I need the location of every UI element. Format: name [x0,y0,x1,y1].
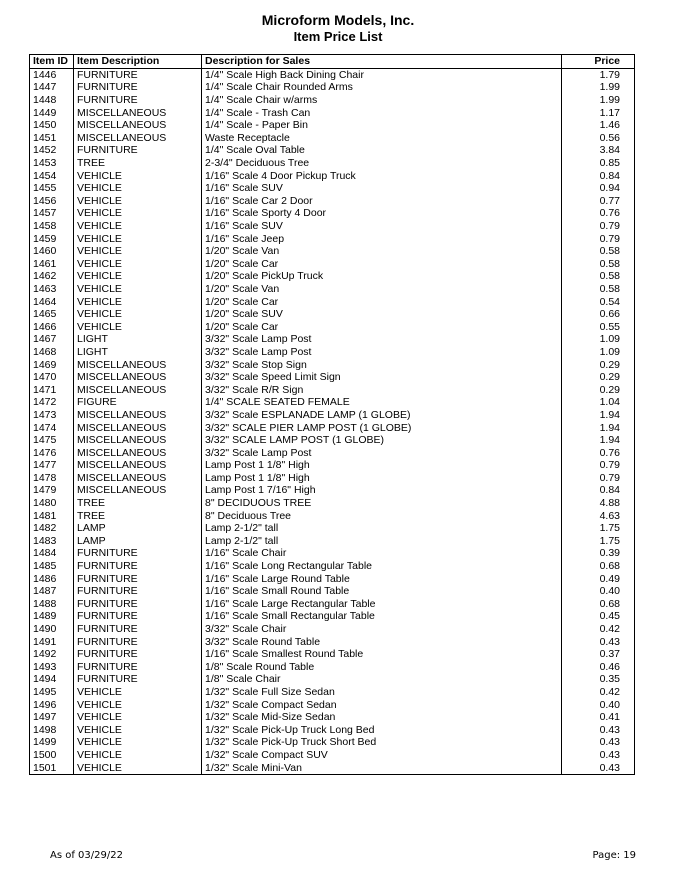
item-description-cell: VEHICLE [74,711,202,724]
table-row [30,522,635,535]
price-cell: 0.43 [562,761,635,774]
price-cell: 0.79 [562,220,635,233]
table-row [30,81,635,94]
table-row [30,106,635,119]
item-id-cell: 1474 [30,421,74,434]
sales-description-cell: 1/32" Scale Compact SUV [202,749,562,762]
sales-description-cell: 1/20" Scale SUV [202,308,562,321]
item-description-cell: VEHICLE [74,220,202,233]
sales-description-cell: 1/32" Scale Pick-Up Truck Short Bed [202,736,562,749]
item-description-cell: MISCELLANEOUS [74,106,202,119]
page-number: Page: 19 [592,850,636,861]
sales-description-cell: 2-3/4" Deciduous Tree [202,157,562,170]
item-description-cell: MISCELLANEOUS [74,472,202,485]
item-description-cell: MISCELLANEOUS [74,446,202,459]
table-row [30,119,635,132]
item-description-cell: FURNITURE [74,610,202,623]
table-row [30,610,635,623]
table-header-row [30,55,635,69]
page-title: Item Price List [293,29,383,44]
price-cell: 1.99 [562,94,635,107]
sales-description-cell: 3/32" Scale Round Table [202,635,562,648]
item-description-cell: VEHICLE [74,169,202,182]
item-id-cell: 1479 [30,484,74,497]
table-row [30,421,635,434]
table-row [30,182,635,195]
column-header-item-id: Item ID [30,55,74,69]
price-cell: 0.58 [562,258,635,271]
table-row [30,232,635,245]
price-cell: 0.55 [562,320,635,333]
sales-description-cell: 1/16" Scale SUV [202,182,562,195]
table-row [30,169,635,182]
item-id-cell: 1481 [30,509,74,522]
sales-description-cell: 1/32" Scale Mid-Size Sedan [202,711,562,724]
price-table [29,54,635,775]
item-id-cell: 1488 [30,598,74,611]
item-description-cell: VEHICLE [74,207,202,220]
table-row [30,547,635,560]
price-cell: 1.99 [562,81,635,94]
item-description-cell: VEHICLE [74,320,202,333]
sales-description-cell: 3/32" Scale R/R Sign [202,383,562,396]
sales-description-cell: 1/32" Scale Pick-Up Truck Long Bed [202,723,562,736]
table-row [30,572,635,585]
price-cell: 0.42 [562,686,635,699]
sales-description-cell: 1/16" Scale SUV [202,220,562,233]
item-description-cell: FURNITURE [74,598,202,611]
table-row [30,396,635,409]
column-header-sales-description: Description for Sales [202,55,562,69]
table-row [30,68,635,81]
sales-description-cell: 1/4" Scale Chair Rounded Arms [202,81,562,94]
item-id-cell: 1489 [30,610,74,623]
sales-description-cell: 1/20" Scale Van [202,245,562,258]
item-description-cell: VEHICLE [74,295,202,308]
table-row [30,245,635,258]
price-cell: 1.04 [562,396,635,409]
sales-description-cell: 1/20" Scale Car [202,295,562,308]
item-id-cell: 1452 [30,144,74,157]
item-id-cell: 1471 [30,383,74,396]
item-description-cell: MISCELLANEOUS [74,358,202,371]
item-description-cell: FURNITURE [74,547,202,560]
column-header-price: Price [562,55,635,69]
item-id-cell: 1454 [30,169,74,182]
item-id-cell: 1493 [30,661,74,674]
sales-description-cell: 8" Deciduous Tree [202,509,562,522]
price-cell: 0.40 [562,585,635,598]
sales-description-cell: 1/4" Scale High Back Dining Chair [202,68,562,81]
table-row [30,270,635,283]
table-row [30,144,635,157]
table-row [30,132,635,145]
item-id-cell: 1485 [30,560,74,573]
price-cell: 0.45 [562,610,635,623]
table-row [30,635,635,648]
item-description-cell: VEHICLE [74,698,202,711]
table-row [30,711,635,724]
table-row [30,585,635,598]
price-cell: 0.58 [562,270,635,283]
item-id-cell: 1473 [30,409,74,422]
table-row [30,446,635,459]
price-cell: 0.85 [562,157,635,170]
price-cell: 0.40 [562,698,635,711]
table-row [30,333,635,346]
item-description-cell: VEHICLE [74,283,202,296]
sales-description-cell: 8" DECIDUOUS TREE [202,497,562,510]
table-row [30,749,635,762]
sales-description-cell: 3/32" Scale Speed Limit Sign [202,371,562,384]
sales-description-cell: Lamp Post 1 1/8" High [202,459,562,472]
price-cell: 1.09 [562,333,635,346]
price-cell: 0.84 [562,484,635,497]
item-id-cell: 1462 [30,270,74,283]
price-cell: 0.56 [562,132,635,145]
item-id-cell: 1486 [30,572,74,585]
price-cell: 1.79 [562,68,635,81]
price-cell: 1.46 [562,119,635,132]
item-description-cell: FURNITURE [74,68,202,81]
table-row [30,358,635,371]
item-id-cell: 1465 [30,308,74,321]
item-id-cell: 1470 [30,371,74,384]
item-description-cell: FURNITURE [74,635,202,648]
price-cell: 0.43 [562,736,635,749]
price-cell: 0.29 [562,358,635,371]
price-cell: 0.66 [562,308,635,321]
table-row [30,308,635,321]
sales-description-cell: 1/4" Scale - Paper Bin [202,119,562,132]
item-id-cell: 1501 [30,761,74,774]
item-description-cell: FURNITURE [74,585,202,598]
price-cell: 0.49 [562,572,635,585]
table-row [30,94,635,107]
item-id-cell: 1477 [30,459,74,472]
table-row [30,409,635,422]
item-description-cell: VEHICLE [74,723,202,736]
item-id-cell: 1483 [30,535,74,548]
price-cell: 3.84 [562,144,635,157]
sales-description-cell: 1/16" Scale Sporty 4 Door [202,207,562,220]
item-id-cell: 1460 [30,245,74,258]
price-cell: 4.88 [562,497,635,510]
price-cell: 0.79 [562,472,635,485]
table-row [30,459,635,472]
item-description-cell: MISCELLANEOUS [74,434,202,447]
item-description-cell: MISCELLANEOUS [74,484,202,497]
table-row [30,346,635,359]
item-description-cell: MISCELLANEOUS [74,459,202,472]
item-description-cell: LAMP [74,535,202,548]
item-description-cell: VEHICLE [74,195,202,208]
price-cell: 0.84 [562,169,635,182]
item-description-cell: VEHICLE [74,686,202,699]
sales-description-cell: 1/4" Scale Chair w/arms [202,94,562,107]
price-cell: 0.39 [562,547,635,560]
table-row [30,648,635,661]
sales-description-cell: 3/32" SCALE PIER LAMP POST (1 GLOBE) [202,421,562,434]
price-cell: 0.29 [562,383,635,396]
sales-description-cell: 1/20" Scale Car [202,258,562,271]
item-id-cell: 1450 [30,119,74,132]
sales-description-cell: 1/32" Scale Mini-Van [202,761,562,774]
item-description-cell: FURNITURE [74,94,202,107]
item-id-cell: 1498 [30,723,74,736]
item-id-cell: 1499 [30,736,74,749]
item-description-cell: TREE [74,497,202,510]
item-description-cell: FURNITURE [74,560,202,573]
price-cell: 0.58 [562,283,635,296]
item-id-cell: 1497 [30,711,74,724]
price-cell: 0.79 [562,459,635,472]
price-cell: 1.75 [562,535,635,548]
price-cell: 0.58 [562,245,635,258]
item-description-cell: MISCELLANEOUS [74,371,202,384]
item-description-cell: VEHICLE [74,308,202,321]
item-id-cell: 1482 [30,522,74,535]
item-description-cell: FURNITURE [74,81,202,94]
item-description-cell: VEHICLE [74,182,202,195]
table-row [30,623,635,636]
table-row [30,295,635,308]
item-id-cell: 1491 [30,635,74,648]
item-id-cell: 1494 [30,673,74,686]
price-cell: 0.77 [562,195,635,208]
item-description-cell: VEHICLE [74,761,202,774]
table-row [30,157,635,170]
price-cell: 0.43 [562,723,635,736]
item-id-cell: 1467 [30,333,74,346]
sales-description-cell: 3/32" Scale Lamp Post [202,446,562,459]
item-id-cell: 1447 [30,81,74,94]
table-row [30,283,635,296]
table-row [30,761,635,774]
table-row [30,497,635,510]
table-row [30,258,635,271]
item-id-cell: 1455 [30,182,74,195]
table-row [30,207,635,220]
table-row [30,434,635,447]
item-id-cell: 1458 [30,220,74,233]
sales-description-cell: 1/16" Scale Smallest Round Table [202,648,562,661]
sales-description-cell: Lamp Post 1 1/8" High [202,472,562,485]
sales-description-cell: 3/32" Scale ESPLANADE LAMP (1 GLOBE) [202,409,562,422]
price-cell: 0.94 [562,182,635,195]
sales-description-cell: 3/32" Scale Stop Sign [202,358,562,371]
item-id-cell: 1478 [30,472,74,485]
table-row [30,686,635,699]
item-id-cell: 1487 [30,585,74,598]
item-description-cell: VEHICLE [74,258,202,271]
item-description-cell: VEHICLE [74,232,202,245]
price-cell: 1.94 [562,434,635,447]
price-cell: 4.63 [562,509,635,522]
sales-description-cell: 1/4" Scale Oval Table [202,144,562,157]
price-cell: 0.37 [562,648,635,661]
sales-description-cell: 1/20" Scale PickUp Truck [202,270,562,283]
sales-description-cell: 1/16" Scale Small Rectangular Table [202,610,562,623]
item-description-cell: FURNITURE [74,572,202,585]
table-row [30,509,635,522]
table-row [30,383,635,396]
sales-description-cell: 1/16" Scale Large Round Table [202,572,562,585]
item-description-cell: MISCELLANEOUS [74,119,202,132]
item-description-cell: FURNITURE [74,648,202,661]
item-description-cell: MISCELLANEOUS [74,409,202,422]
price-cell: 0.54 [562,295,635,308]
price-cell: 1.75 [562,522,635,535]
table-row [30,598,635,611]
item-description-cell: VEHICLE [74,736,202,749]
item-description-cell: FURNITURE [74,673,202,686]
item-description-cell: MISCELLANEOUS [74,132,202,145]
sales-description-cell: 1/16" Scale Large Rectangular Table [202,598,562,611]
table-row [30,535,635,548]
price-cell: 0.68 [562,598,635,611]
table-row [30,560,635,573]
table-row [30,673,635,686]
sales-description-cell: 1/20" Scale Van [202,283,562,296]
sales-description-cell: 1/32" Scale Full Size Sedan [202,686,562,699]
item-id-cell: 1496 [30,698,74,711]
item-description-cell: VEHICLE [74,245,202,258]
table-row [30,661,635,674]
price-cell: 0.76 [562,207,635,220]
table-row [30,484,635,497]
item-description-cell: TREE [74,509,202,522]
price-cell: 0.76 [562,446,635,459]
item-description-cell: LIGHT [74,346,202,359]
item-id-cell: 1453 [30,157,74,170]
sales-description-cell: 1/16" Scale Car 2 Door [202,195,562,208]
item-id-cell: 1469 [30,358,74,371]
price-cell: 1.94 [562,421,635,434]
sales-description-cell: 1/16" Scale Jeep [202,232,562,245]
sales-description-cell: 3/32" SCALE LAMP POST (1 GLOBE) [202,434,562,447]
sales-description-cell: Waste Receptacle [202,132,562,145]
item-description-cell: FURNITURE [74,661,202,674]
item-id-cell: 1466 [30,320,74,333]
price-cell: 0.79 [562,232,635,245]
company-name: Microform Models, Inc. [261,12,415,28]
table-row [30,320,635,333]
sales-description-cell: 3/32" Scale Lamp Post [202,346,562,359]
sales-description-cell: 1/16" Scale Long Rectangular Table [202,560,562,573]
item-id-cell: 1448 [30,94,74,107]
sales-description-cell: Lamp 2-1/2" tall [202,522,562,535]
sales-description-cell: 1/4" SCALE SEATED FEMALE [202,396,562,409]
price-cell: 0.42 [562,623,635,636]
sales-description-cell: 1/32" Scale Compact Sedan [202,698,562,711]
sales-description-cell: 3/32" Scale Chair [202,623,562,636]
item-description-cell: FIGURE [74,396,202,409]
item-description-cell: MISCELLANEOUS [74,383,202,396]
item-id-cell: 1500 [30,749,74,762]
price-cell: 1.94 [562,409,635,422]
item-id-cell: 1459 [30,232,74,245]
item-id-cell: 1461 [30,258,74,271]
price-cell: 0.46 [562,661,635,674]
item-id-cell: 1495 [30,686,74,699]
item-description-cell: FURNITURE [74,144,202,157]
sales-description-cell: Lamp Post 1 7/16" High [202,484,562,497]
column-header-item-description: Item Description [74,55,202,69]
item-id-cell: 1472 [30,396,74,409]
item-description-cell: MISCELLANEOUS [74,421,202,434]
item-description-cell: TREE [74,157,202,170]
item-id-cell: 1464 [30,295,74,308]
sales-description-cell: 1/16" Scale Chair [202,547,562,560]
price-cell: 1.17 [562,106,635,119]
price-cell: 0.41 [562,711,635,724]
table-row [30,472,635,485]
sales-description-cell: 3/32" Scale Lamp Post [202,333,562,346]
item-id-cell: 1475 [30,434,74,447]
item-description-cell: FURNITURE [74,623,202,636]
sales-description-cell: 1/4" Scale - Trash Can [202,106,562,119]
item-id-cell: 1449 [30,106,74,119]
price-cell: 0.43 [562,749,635,762]
table-row [30,371,635,384]
sales-description-cell: 1/16" Scale 4 Door Pickup Truck [202,169,562,182]
as-of-date: As of 03/29/22 [50,850,123,861]
item-id-cell: 1490 [30,623,74,636]
item-id-cell: 1484 [30,547,74,560]
item-description-cell: LAMP [74,522,202,535]
table-row [30,736,635,749]
item-id-cell: 1463 [30,283,74,296]
table-row [30,195,635,208]
item-description-cell: LIGHT [74,333,202,346]
item-id-cell: 1468 [30,346,74,359]
price-cell: 0.35 [562,673,635,686]
price-cell: 0.43 [562,635,635,648]
table-row [30,698,635,711]
item-id-cell: 1476 [30,446,74,459]
sales-description-cell: 1/8" Scale Round Table [202,661,562,674]
table-row [30,723,635,736]
item-description-cell: VEHICLE [74,270,202,283]
sales-description-cell: Lamp 2-1/2" tall [202,535,562,548]
sales-description-cell: 1/20" Scale Car [202,320,562,333]
item-id-cell: 1446 [30,68,74,81]
item-id-cell: 1451 [30,132,74,145]
price-cell: 0.68 [562,560,635,573]
item-id-cell: 1492 [30,648,74,661]
item-description-cell: VEHICLE [74,749,202,762]
item-id-cell: 1457 [30,207,74,220]
item-id-cell: 1456 [30,195,74,208]
sales-description-cell: 1/16" Scale Small Round Table [202,585,562,598]
price-cell: 1.09 [562,346,635,359]
sales-description-cell: 1/8" Scale Chair [202,673,562,686]
price-cell: 0.29 [562,371,635,384]
table-row [30,220,635,233]
item-id-cell: 1480 [30,497,74,510]
